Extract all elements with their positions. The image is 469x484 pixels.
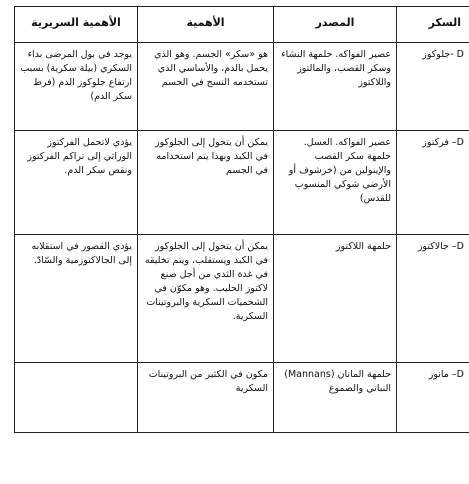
cell-source: عصير الفواكه. العسل. حلمهة سكر القصب والإينولين من (خرشوف أو الأرضي شوكي المنسوب للقدس)	[274, 131, 397, 235]
table-row	[15, 131, 469, 235]
cell-source: عصير الفواكه. حلمهة النشاء وسكر القصب، والمالتوز واللاكتوز	[274, 43, 397, 131]
cell-sugar: D– مانوز	[397, 363, 469, 433]
table-row	[15, 43, 469, 131]
cell-source: حلمهة اللاكتوز	[274, 235, 397, 363]
sugars-table	[14, 6, 469, 433]
table-row	[15, 235, 469, 363]
cell-importance: مكون في الكثير من البروتينات السكرية	[138, 363, 274, 433]
cell-importance: يمكن أن يتحول إلى الجلوكوز في الكبد ويستقلب. ويتم تخليقه في غدة الثدي من أجل صنع لاكتوز الحليب. وهو مكوّن في الشحميات السكرية والبروتينات السكرية.	[138, 235, 274, 363]
cell-sugar: D -جلوكوز	[397, 43, 469, 131]
cell-importance: هو «سكر» الجسم. وهو الذي يحمل بالدم، والأساسي الذي تستخدمه النسج في الجسم	[138, 43, 274, 131]
header-row	[15, 7, 469, 43]
cell-clinical: يوجد في بول المرضى بداء السكري (بيلة سكرية) بسبب ارتفاع جلوكوز الدم (فرط سكر الدم)	[15, 43, 138, 131]
cell-sugar: D– فركتوز	[397, 131, 469, 235]
cell-sugar: D– جالاكتوز	[397, 235, 469, 363]
table-row	[15, 363, 469, 433]
cell-clinical	[15, 363, 138, 433]
header-importance: الأهمية	[138, 7, 274, 43]
cell-importance: يمكن أن يتحول إلى الجلوكوز في الكبد وبهذا يتم استخدامه في الجسم	[138, 131, 274, 235]
cell-clinical: يؤدي القصور في استقلابه إلى الجالاكتوزمية والسّادّ.	[15, 235, 138, 363]
header-sugar: السكر	[397, 7, 469, 43]
cell-source: حلمهة المانان (Mannans) النباتي والصموغ	[274, 363, 397, 433]
header-source: المصدر	[274, 7, 397, 43]
cell-clinical: يؤدي لاتحمل الفركتوز الوراثي إلى تراكم الفركتوز ونقص سكر الدم.	[15, 131, 138, 235]
header-clinical: الأهمية السريرية	[15, 7, 138, 43]
